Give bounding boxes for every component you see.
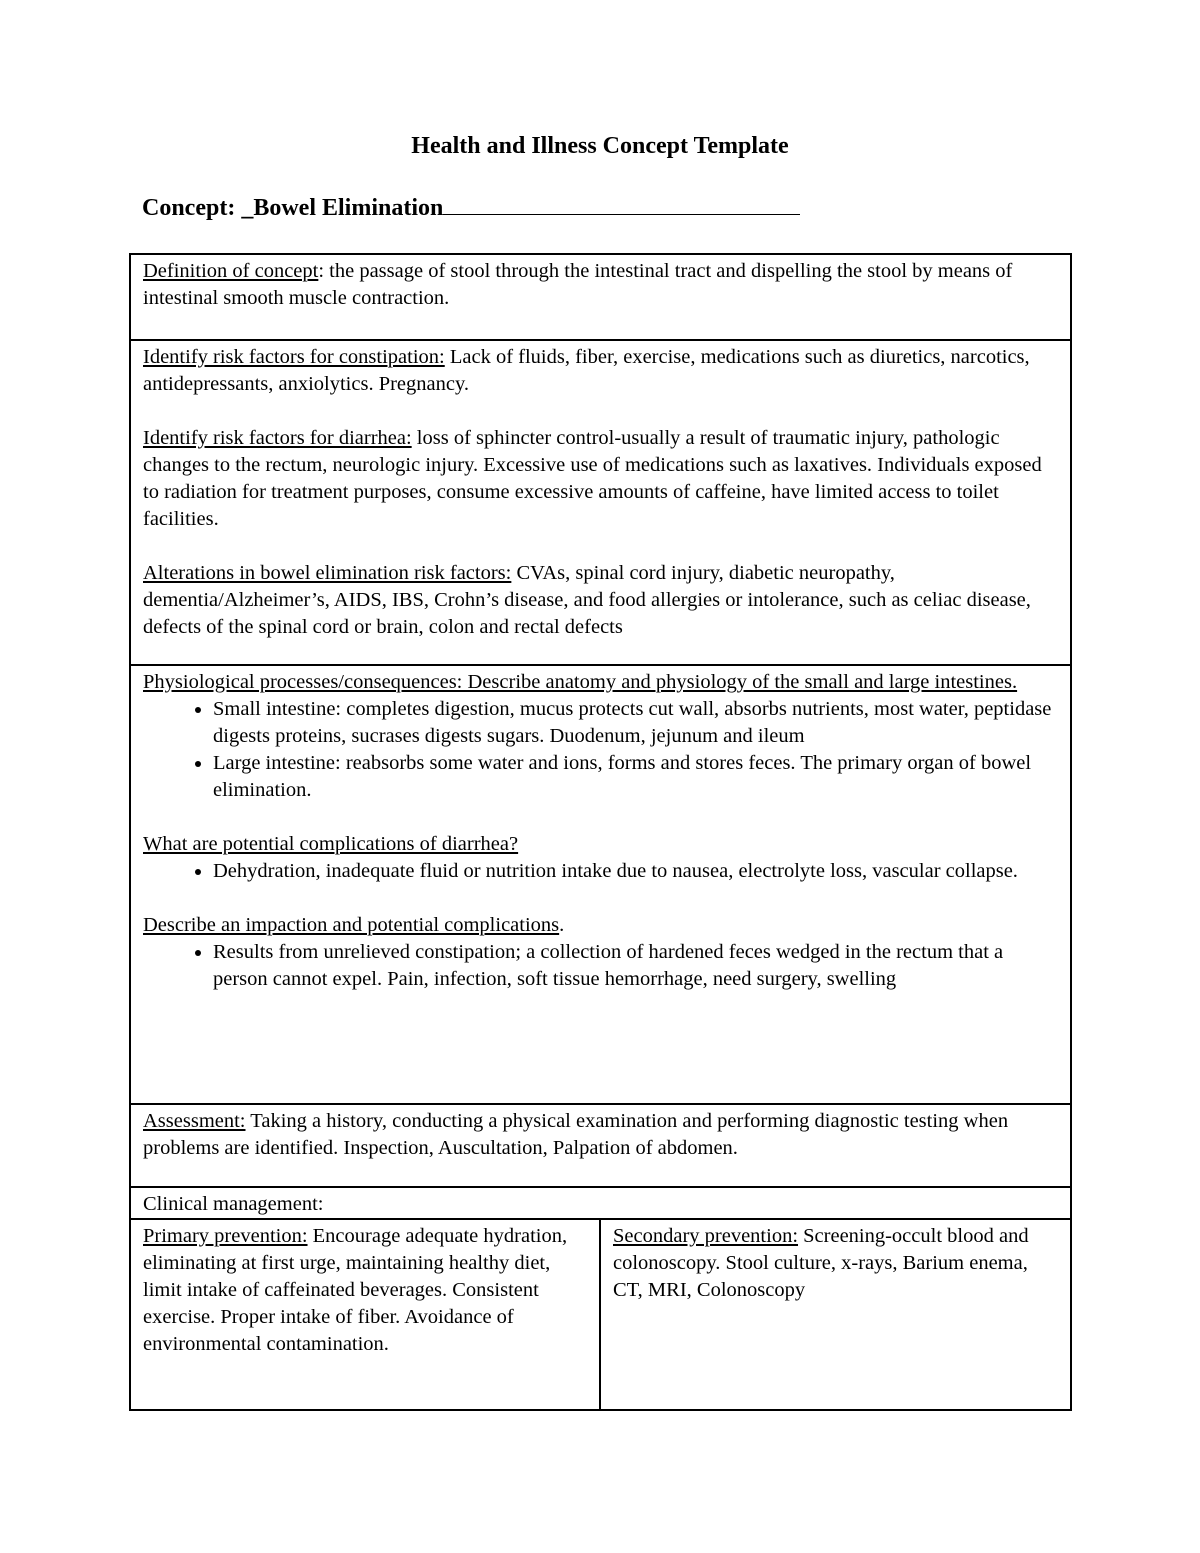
definition-text: : the passage of stool through the intestinal tract and dispelling the stool by means of intestinal smooth muscle contraction. (143, 260, 1013, 309)
impaction-list (143, 939, 1058, 993)
secondary-prevention-cell (600, 1219, 1071, 1410)
concept-line (142, 192, 800, 224)
impaction-heading (143, 912, 1058, 939)
concept-value: _Bowel Elimination (241, 195, 444, 221)
list-item: • Small intestine: completes digestion, mucus protects cut wall, absorbs nutrients, most water, peptidase digests proteins, sucrases digests sugars. Duodenum, jejunum and ileum (213, 696, 1058, 750)
secondary-prevention-text: Screening-occult blood and colonoscopy. Stool culture, x-rays, Barium enema, CT, MRI, Colonoscopy (613, 1225, 1029, 1301)
diarrhea-paragraph (143, 425, 1058, 533)
assessment-text: Taking a history, conducting a physical examination and performing diagnostic testing when problems are identified. Inspection, Auscultation, Palpation of abdomen. (143, 1110, 1009, 1159)
constipation-text: Lack of fluids, fiber, exercise, medications such as diuretics, narcotics, antidepressants, anxiolytics. Pregnancy. (143, 346, 1030, 395)
diarrhea-label: Identify risk factors for diarrhea: (143, 427, 412, 449)
physiology-list (143, 696, 1058, 804)
secondary-prevention-label: Secondary prevention: (613, 1225, 799, 1247)
complications-list (143, 858, 1058, 885)
alterations-paragraph (143, 560, 1058, 641)
definition-row (130, 254, 1071, 340)
complications-label: What are potential complications of diarrhea? (143, 833, 519, 855)
clinical-management-label: Clinical management: (130, 1187, 1071, 1219)
impaction-punct: . (559, 914, 565, 936)
primary-prevention-cell (130, 1219, 600, 1410)
assessment-cell (130, 1104, 1071, 1187)
constipation-paragraph (143, 344, 1058, 398)
risk-factors-row (130, 340, 1071, 665)
alterations-text: CVAs, spinal cord injury, diabetic neuropathy, dementia/Alzheimer’s, AIDS, IBS, Crohn’s disease, and food allergies or intolerance, such as celiac disease, defects of the spinal cord or brain, colon and rectal defects (143, 562, 1031, 638)
list-item: • Large intestine: reabsorbs some water and ions, forms and stores feces. The primary organ of bowel elimination. (213, 750, 1058, 804)
clinical-management-row (130, 1187, 1071, 1219)
list-item: • Dehydration, inadequate fluid or nutrition intake due to nausea, electrolyte loss, vascular collapse. (213, 858, 1058, 885)
physiology-label: Physiological processes/consequences: Describe anatomy and physiology of the small and large intestines. (143, 671, 1018, 693)
risk-factors-cell (130, 340, 1071, 665)
diarrhea-text: loss of sphincter control-usually a result of traumatic injury, pathologic changes to the rectum, neurologic injury. Excessive use of medications such as laxatives. Individuals exposed to radiation for treatment purposes, consume excessive amounts of caffeine, have limited access to toilet facilities. (143, 427, 1042, 530)
primary-prevention-label: Primary prevention: (143, 1225, 308, 1247)
prevention-row (130, 1219, 1071, 1410)
primary-prevention-text: Encourage adequate hydration, eliminating at first urge, maintaining healthy diet, limit intake of caffeinated beverages. Consistent exercise. Proper intake of fiber. Avoidance of environmental contamination. (143, 1225, 568, 1355)
assessment-label: Assessment: (143, 1110, 246, 1132)
physiology-cell (130, 665, 1071, 1104)
list-item: • Results from unrelieved constipation; a collection of hardened feces wedged in the rectum that a person cannot expel. Pain, infection, soft tissue hemorrhage, need surgery, swelling (213, 939, 1058, 993)
physiology-row (130, 665, 1071, 1104)
document-title: Health and Illness Concept Template (411, 133, 789, 159)
alterations-label: Alterations in bowel elimination risk factors: (143, 562, 512, 584)
definition-cell (130, 254, 1071, 340)
concept-underline (443, 192, 800, 215)
concept-label: Concept: (142, 195, 236, 221)
impaction-label: Describe an impaction and potential complications (143, 914, 560, 936)
definition-label: Definition of concept (143, 260, 319, 282)
concept-table (129, 253, 1072, 1411)
assessment-row (130, 1104, 1071, 1187)
constipation-label: Identify risk factors for constipation: (143, 346, 445, 368)
